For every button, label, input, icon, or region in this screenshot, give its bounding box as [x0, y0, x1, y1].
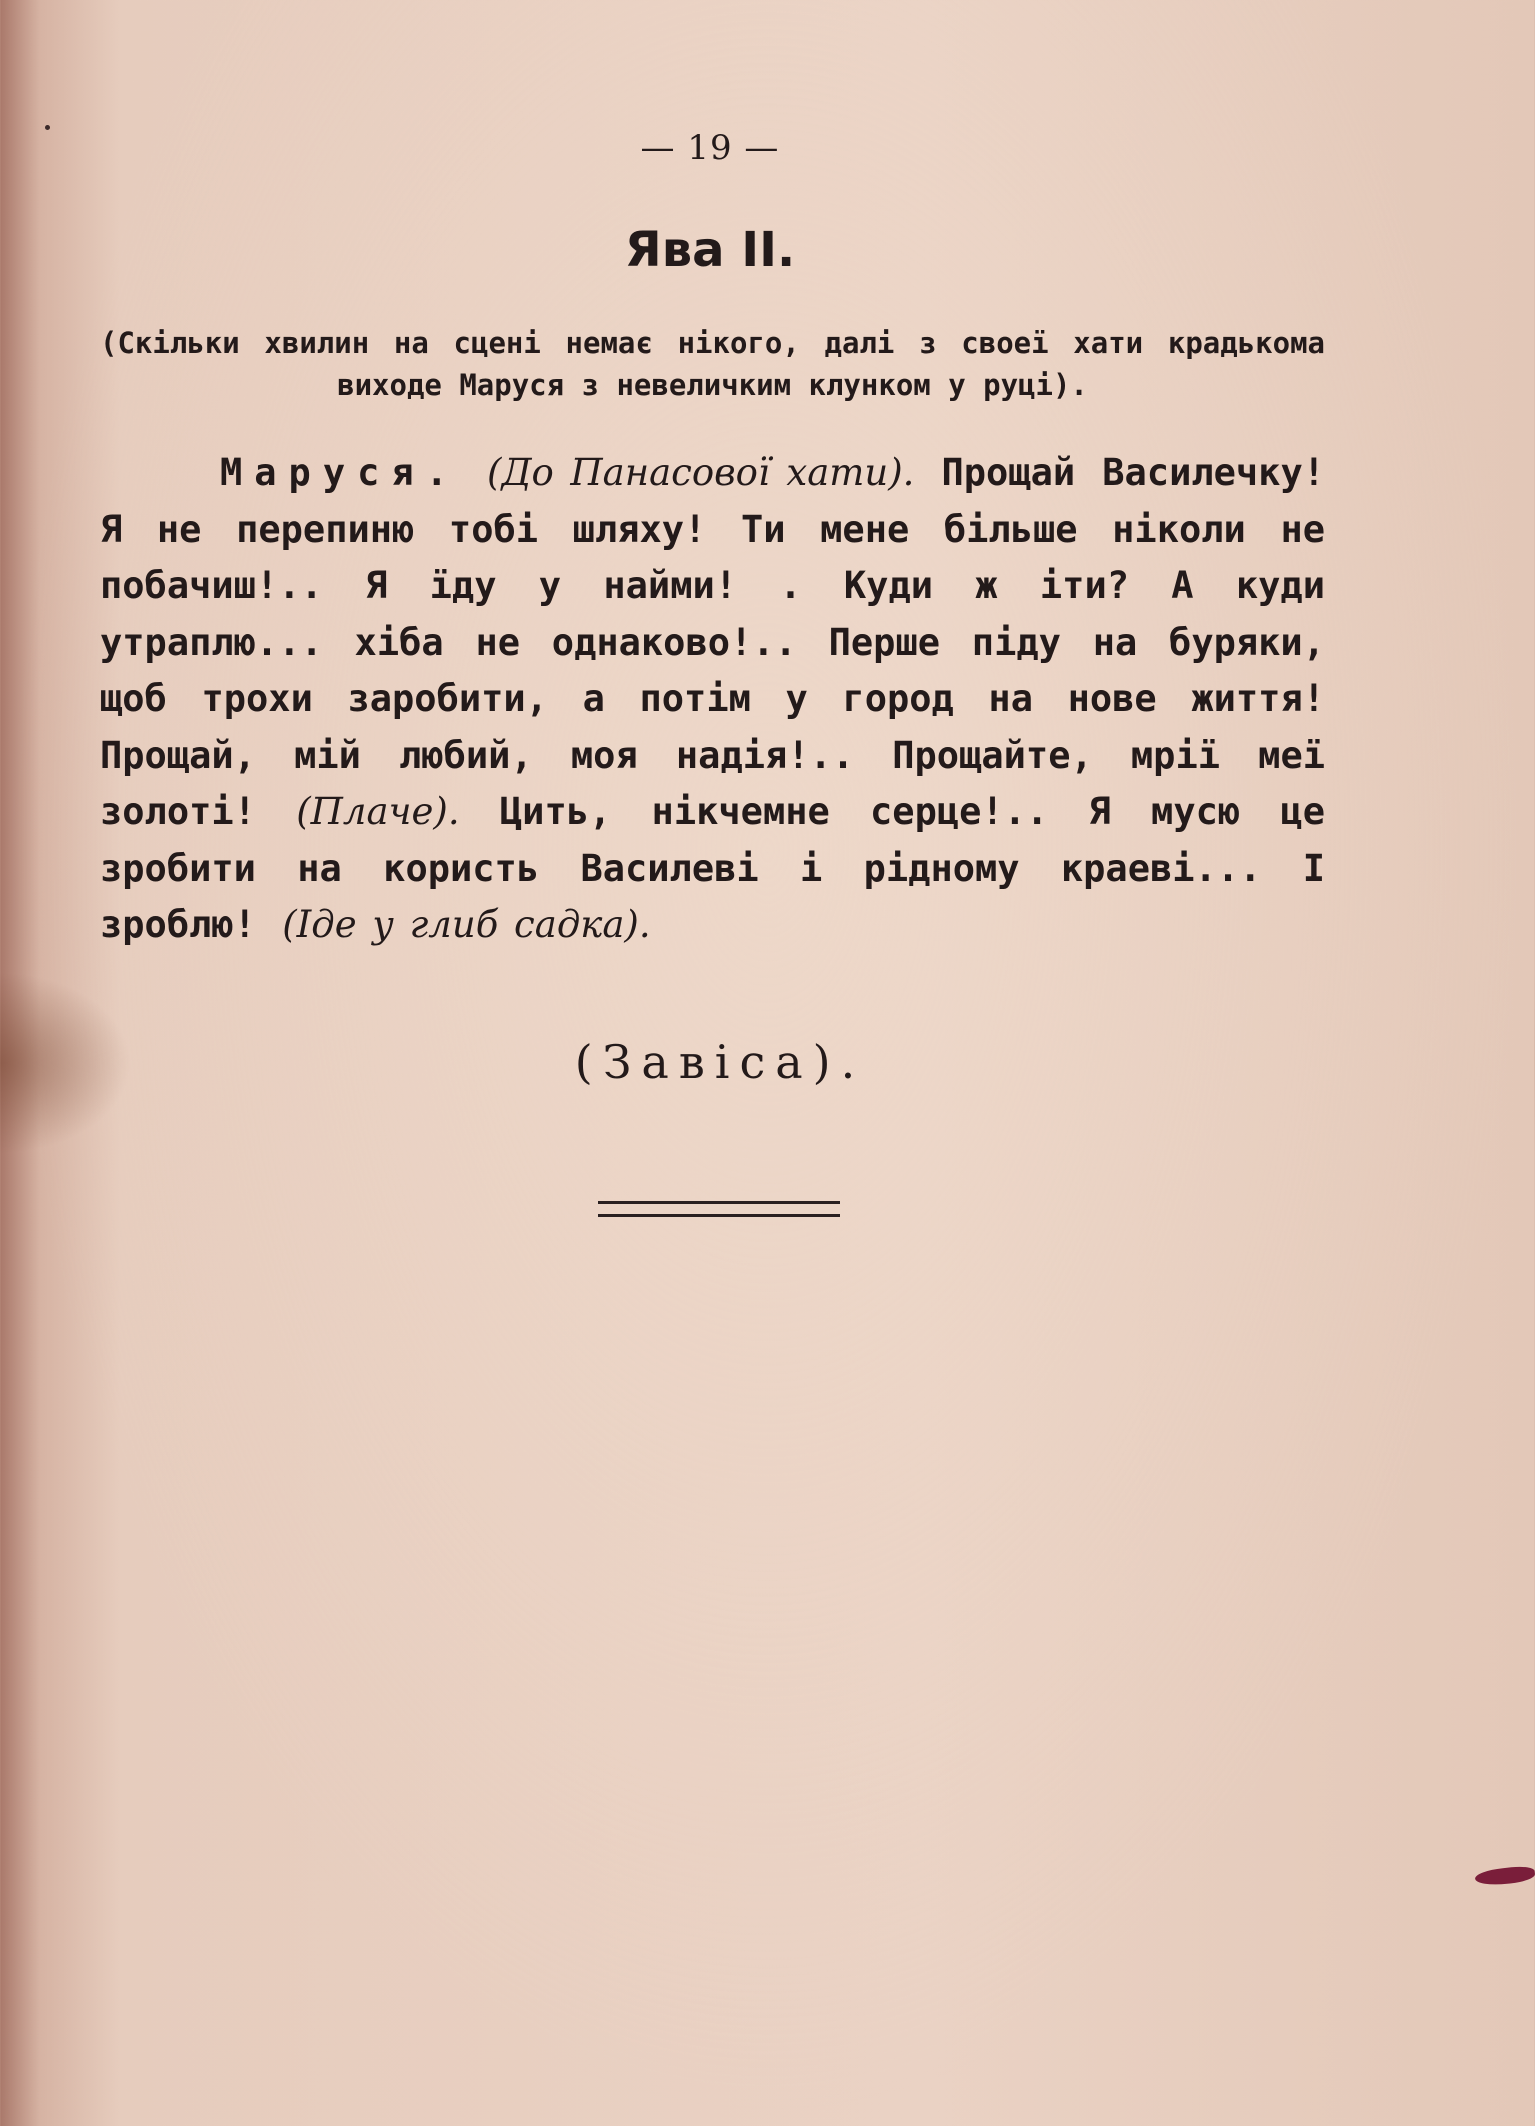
speech-paragraph: [100, 445, 1325, 954]
stage-direction-inline: (Іде у глиб садка).: [282, 903, 651, 946]
speaker-name: Маруся.: [220, 451, 460, 494]
stage-direction-inline: (Плаче).: [296, 790, 460, 833]
curtain-direction: (Завіса).: [574, 1035, 866, 1089]
page-number: — 19 —: [640, 128, 780, 168]
ink-stain: [1474, 1865, 1535, 1887]
stage-direction-inline: (До Панасової хати).: [487, 451, 915, 494]
stage-direction: (Скільки хвилин на сцені немає нікого, далі з своеї хати крадькома виходе Маруся з невеличким клунком у руці).: [100, 326, 1325, 402]
speech-text: Прощай Василечку! Я не перепиню тобі шляху! Ти мене більше ніколи не побачиш!.. Я їду у найми! . Куди ж іти? А куди утраплю... хіба не однаково!.. Перше піду на буряки, щоб трохи заробити, а потім у город на нове життя! Прощай, мій любий, моя надія!.. Прощайте, мрії меї золоті!: [100, 451, 1325, 833]
speech-text: Цить, нікчемне серце!.. Я мусю це зробити на користь Василеві і рідному краеві... І зроблю!: [100, 790, 1325, 946]
section-divider: [598, 1201, 840, 1217]
scene-title: Ява II.: [624, 222, 796, 278]
